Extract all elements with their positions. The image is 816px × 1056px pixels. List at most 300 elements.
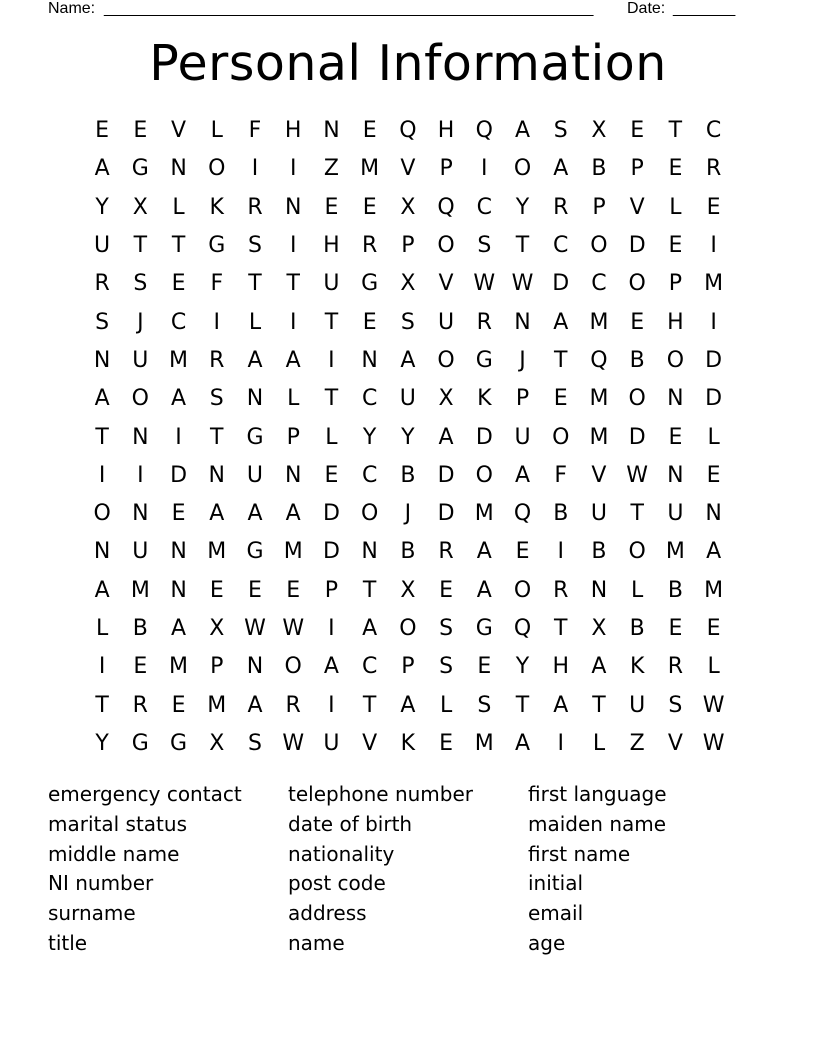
- grid-letter: Q: [437, 194, 455, 220]
- grid-letter: E: [133, 654, 148, 680]
- grid-letter: P: [324, 577, 339, 603]
- grid-letter: X: [591, 118, 607, 144]
- grid-letter: J: [519, 347, 526, 373]
- grid-row: [83, 380, 733, 418]
- grid-letter: S: [248, 730, 262, 756]
- grid-letter: E: [630, 118, 645, 144]
- grid-letter: M: [169, 654, 189, 680]
- grid-letter: G: [475, 616, 493, 641]
- grid-letter: P: [286, 424, 300, 450]
- grid-letter: O: [628, 539, 646, 565]
- grid-letter: A: [553, 156, 569, 182]
- grid-letter: N: [514, 309, 531, 335]
- grid-letter: O: [437, 347, 455, 373]
- grid-letter: R: [667, 654, 684, 680]
- grid-letter: C: [705, 118, 722, 144]
- grid-letter: V: [400, 156, 416, 182]
- grid-letter: A: [553, 309, 569, 335]
- grid-letter: O: [513, 156, 532, 182]
- grid-letter: B: [400, 539, 416, 565]
- grid-letter: E: [171, 692, 186, 718]
- grid-letter: U: [132, 347, 149, 373]
- grid-letter: M: [474, 501, 494, 527]
- grid-letter: I: [328, 347, 335, 373]
- date-field-line: _______: [673, 0, 736, 17]
- grid-row: [83, 686, 733, 724]
- grid-letter: V: [667, 730, 683, 756]
- grid-letter: S: [477, 692, 492, 718]
- grid-letter: R: [285, 692, 301, 718]
- grid-letter: G: [131, 730, 149, 756]
- grid-letter: S: [439, 616, 454, 641]
- grid-letter: L: [631, 577, 644, 603]
- grid-letter: R: [553, 577, 569, 603]
- grid-letter: E: [668, 616, 683, 641]
- grid-letter: T: [171, 233, 186, 259]
- grid-letter: A: [591, 654, 607, 680]
- grid-letter: W: [702, 730, 725, 756]
- grid-letter: A: [706, 539, 722, 565]
- grid-letter: A: [94, 386, 110, 412]
- grid-letter: O: [360, 501, 379, 527]
- grid-letter: E: [706, 194, 721, 220]
- grid-letter: E: [477, 654, 492, 680]
- grid-letter: G: [131, 156, 149, 182]
- grid-letter: R: [553, 194, 569, 220]
- grid-letter: T: [554, 347, 568, 373]
- grid-letter: O: [475, 462, 493, 488]
- grid-letter: L: [325, 424, 338, 450]
- grid-letter: N: [132, 424, 149, 450]
- grid-letter: I: [213, 309, 221, 335]
- grid-letter: O: [399, 616, 417, 641]
- grid-letter: O: [513, 577, 532, 603]
- grid-letter: E: [362, 309, 377, 335]
- grid-letter: U: [590, 501, 607, 527]
- grid-letter: M: [589, 424, 609, 450]
- grid-letter: U: [399, 386, 416, 412]
- grid-letter: M: [130, 577, 150, 603]
- grid-letter: P: [515, 386, 530, 412]
- grid-letter: C: [476, 194, 492, 220]
- grid-letter: K: [209, 194, 224, 220]
- grid-letter: M: [169, 347, 189, 373]
- grid-row: [83, 572, 733, 610]
- grid-letter: A: [514, 462, 531, 488]
- grid-letter: A: [171, 616, 187, 641]
- grid-letter: C: [361, 462, 378, 488]
- grid-letter: N: [132, 501, 149, 527]
- grid-letter: M: [360, 156, 380, 182]
- grid-letter: E: [362, 194, 377, 220]
- grid-letter: X: [438, 386, 454, 412]
- grid-letter: E: [95, 118, 110, 144]
- word-list-item: age: [528, 930, 566, 955]
- grid-letter: P: [210, 654, 224, 680]
- grid-letter: I: [557, 539, 564, 565]
- grid-letter: M: [283, 539, 303, 565]
- word-list-item: title: [48, 930, 88, 955]
- grid-row: [83, 342, 733, 380]
- grid-row: [83, 610, 733, 648]
- grid-letter: P: [401, 233, 415, 259]
- grid-letter: H: [437, 118, 455, 144]
- grid-letter: U: [323, 271, 340, 297]
- word-list-item: post code: [288, 871, 386, 896]
- grid-letter: A: [438, 424, 454, 450]
- grid-letter: P: [592, 194, 606, 220]
- grid-letter: R: [94, 271, 110, 297]
- grid-letter: E: [171, 271, 186, 297]
- grid-letter: N: [667, 462, 684, 488]
- grid-letter: E: [553, 386, 568, 412]
- grid-letter: N: [246, 386, 264, 412]
- grid-letter: Z: [323, 156, 339, 182]
- grid-letter: M: [704, 577, 724, 603]
- grid-letter: E: [439, 577, 454, 603]
- grid-letter: L: [669, 194, 682, 220]
- grid-letter: Q: [513, 616, 532, 641]
- grid-letter: I: [137, 462, 144, 488]
- name-field-line: _______________________________________________________: [104, 0, 594, 17]
- grid-letter: X: [400, 577, 416, 603]
- grid-letter: R: [361, 233, 378, 259]
- grid-letter: E: [515, 539, 530, 565]
- grid-letter: P: [401, 654, 415, 680]
- grid-letter: N: [705, 501, 722, 527]
- grid-letter: S: [553, 118, 568, 144]
- grid-letter: O: [131, 386, 149, 412]
- grid-letter: E: [324, 194, 339, 220]
- grid-letter: E: [439, 730, 454, 756]
- grid-letter: T: [324, 386, 339, 412]
- grid-letter: G: [246, 424, 264, 450]
- grid-letter: A: [553, 692, 569, 718]
- grid-letter: A: [323, 654, 339, 680]
- grid-letter: E: [133, 118, 148, 144]
- grid-letter: X: [132, 194, 148, 220]
- grid-row: [83, 265, 733, 303]
- grid-letter: M: [665, 539, 685, 565]
- grid-letter: A: [209, 501, 225, 527]
- letter-grid: [83, 112, 733, 763]
- grid-letter: H: [552, 654, 569, 680]
- grid-letter: L: [707, 654, 720, 680]
- grid-letter: T: [210, 424, 224, 450]
- word-list-item: middle name: [48, 841, 180, 866]
- grid-letter: U: [514, 424, 531, 450]
- grid-letter: L: [287, 386, 300, 412]
- grid-letter: Z: [629, 730, 645, 756]
- grid-letter: U: [323, 730, 340, 756]
- grid-letter: T: [592, 692, 606, 718]
- grid-letter: Q: [590, 347, 608, 373]
- grid-letter: P: [668, 271, 683, 297]
- grid-letter: C: [361, 654, 378, 680]
- grid-letter: N: [667, 386, 684, 412]
- grid-row: [83, 533, 733, 571]
- grid-letter: S: [209, 386, 224, 412]
- grid-letter: I: [289, 233, 297, 259]
- grid-letter: Q: [513, 501, 532, 527]
- grid-letter: T: [248, 271, 262, 297]
- grid-letter: B: [629, 347, 645, 373]
- grid-letter: S: [133, 271, 148, 297]
- word-list-item: maiden name: [528, 811, 667, 836]
- grid-letter: W: [626, 462, 649, 488]
- grid-letter: D: [628, 233, 646, 259]
- grid-letter: J: [137, 309, 144, 335]
- grid-letter: L: [248, 309, 262, 335]
- grid-letter: N: [170, 577, 187, 603]
- word-list-item: surname: [48, 901, 136, 926]
- grid-letter: A: [514, 730, 531, 756]
- grid-letter: R: [438, 539, 454, 565]
- grid-letter: L: [592, 730, 606, 756]
- grid-letter: V: [591, 462, 607, 488]
- grid-letter: V: [629, 194, 645, 220]
- grid-letter: W: [282, 730, 305, 756]
- grid-letter: A: [476, 539, 492, 565]
- grid-letter: A: [94, 156, 110, 182]
- grid-letter: A: [94, 577, 110, 603]
- grid-letter: N: [284, 462, 302, 488]
- grid-letter: Y: [362, 424, 377, 450]
- grid-letter: N: [361, 347, 378, 373]
- grid-letter: O: [437, 233, 455, 259]
- grid-letter: Q: [399, 118, 417, 144]
- grid-letter: E: [324, 462, 339, 488]
- grid-letter: A: [247, 501, 263, 527]
- grid-letter: M: [589, 386, 609, 412]
- grid-letter: M: [207, 539, 227, 565]
- grid-letter: U: [132, 539, 149, 565]
- word-list: [48, 780, 768, 960]
- grid-letter: W: [282, 616, 305, 641]
- grid-letter: A: [476, 577, 492, 603]
- grid-letter: I: [710, 309, 717, 335]
- word-list-item: first name: [528, 841, 631, 866]
- grid-letter: K: [629, 654, 645, 680]
- grid-letter: Q: [475, 118, 493, 144]
- grid-letter: F: [248, 118, 262, 144]
- grid-letter: A: [514, 118, 531, 144]
- grid-letter: T: [95, 692, 109, 718]
- grid-letter: U: [438, 309, 455, 335]
- grid-letter: T: [630, 501, 644, 527]
- date-label: Date:: [627, 0, 666, 17]
- grid-letter: N: [323, 118, 340, 144]
- grid-letter: N: [170, 156, 187, 182]
- grid-letter: W: [702, 692, 725, 718]
- grid-letter: N: [93, 347, 111, 373]
- grid-letter: I: [251, 156, 259, 182]
- grid-letter: Y: [515, 194, 530, 220]
- grid-letter: A: [362, 616, 378, 641]
- grid-row: [83, 150, 733, 188]
- grid-letter: D: [628, 424, 646, 450]
- grid-letter: C: [361, 386, 378, 412]
- grid-letter: E: [668, 233, 683, 259]
- grid-letter: L: [172, 194, 185, 220]
- grid-letter: E: [209, 577, 224, 603]
- grid-letter: M: [589, 309, 609, 335]
- grid-letter: B: [400, 462, 416, 488]
- grid-letter: O: [590, 233, 608, 259]
- grid-letter: W: [244, 616, 266, 641]
- grid-letter: M: [704, 271, 724, 297]
- grid-letter: X: [400, 194, 416, 220]
- word-list-item: email: [528, 901, 584, 926]
- grid-letter: S: [477, 233, 492, 259]
- grid-letter: I: [557, 730, 564, 756]
- grid-letter: G: [246, 539, 264, 565]
- grid-letter: T: [554, 616, 568, 641]
- grid-letter: U: [667, 501, 684, 527]
- word-list-item: initial: [528, 871, 583, 896]
- grid-letter: O: [628, 271, 646, 297]
- grid-letter: N: [208, 462, 225, 488]
- grid-letter: A: [247, 692, 263, 718]
- grid-row: [83, 189, 733, 227]
- word-list-item: nationality: [288, 841, 395, 866]
- grid-letter: D: [437, 501, 455, 527]
- grid-letter: S: [439, 654, 454, 680]
- grid-letter: L: [707, 424, 720, 450]
- grid-row: [83, 418, 733, 456]
- grid-letter: U: [629, 692, 646, 718]
- grid-row: [83, 725, 733, 763]
- grid-letter: S: [248, 233, 262, 259]
- word-column: [288, 780, 528, 959]
- word-list-item: marital status: [48, 811, 187, 836]
- grid-letter: Y: [95, 730, 109, 756]
- grid-letter: G: [170, 730, 188, 756]
- grid-letter: Y: [95, 194, 109, 220]
- grid-letter: N: [93, 539, 111, 565]
- grid-letter: D: [475, 424, 493, 450]
- grid-letter: E: [706, 462, 721, 488]
- grid-letter: V: [171, 118, 187, 144]
- grid-letter: F: [554, 462, 568, 488]
- grid-letter: M: [207, 692, 227, 718]
- grid-letter: A: [285, 347, 301, 373]
- grid-letter: A: [285, 501, 301, 527]
- grid-letter: B: [553, 501, 569, 527]
- grid-letter: H: [284, 118, 302, 144]
- grid-letter: L: [210, 118, 223, 144]
- grid-row: [83, 227, 733, 265]
- grid-letter: O: [666, 347, 685, 373]
- grid-letter: R: [247, 194, 263, 220]
- grid-letter: X: [400, 271, 416, 297]
- grid-letter: U: [246, 462, 264, 488]
- grid-letter: I: [481, 156, 488, 182]
- grid-letter: E: [171, 501, 186, 527]
- grid-letter: O: [93, 501, 111, 527]
- word-list-item: first language: [528, 782, 667, 806]
- grid-letter: A: [400, 347, 416, 373]
- grid-letter: L: [95, 616, 109, 641]
- grid-row: [83, 112, 733, 150]
- grid-letter: X: [209, 730, 225, 756]
- grid-letter: V: [438, 271, 454, 297]
- grid-letter: I: [328, 692, 335, 718]
- grid-letter: P: [630, 156, 644, 182]
- grid-letter: D: [322, 539, 340, 565]
- grid-letter: Y: [515, 654, 530, 680]
- grid-letter: D: [437, 462, 455, 488]
- grid-letter: O: [284, 654, 302, 680]
- grid-letter: V: [362, 730, 378, 756]
- grid-letter: E: [668, 156, 683, 182]
- grid-letter: T: [286, 271, 300, 297]
- grid-letter: G: [361, 271, 379, 297]
- grid-letter: I: [328, 616, 335, 641]
- grid-letter: S: [668, 692, 683, 718]
- grid-row: [83, 303, 733, 341]
- grid-letter: B: [591, 539, 607, 565]
- grid-letter: L: [439, 692, 453, 718]
- grid-letter: A: [400, 692, 416, 718]
- grid-letter: D: [705, 347, 723, 373]
- grid-letter: N: [246, 654, 264, 680]
- grid-letter: U: [94, 233, 111, 259]
- grid-letter: S: [95, 309, 110, 335]
- grid-letter: N: [590, 577, 608, 603]
- grid-letter: D: [170, 462, 188, 488]
- grid-letter: I: [98, 654, 106, 680]
- word-list-item: telephone number: [288, 782, 474, 806]
- grid-letter: N: [284, 194, 302, 220]
- word-list-item: emergency contact: [48, 782, 242, 806]
- grid-letter: C: [170, 309, 187, 335]
- grid-letter: B: [591, 156, 607, 182]
- grid-letter: E: [286, 577, 301, 603]
- grid-row: [83, 648, 733, 686]
- grid-letter: A: [171, 386, 187, 412]
- grid-letter: X: [591, 616, 607, 641]
- grid-letter: C: [591, 271, 607, 297]
- grid-letter: R: [209, 347, 225, 373]
- grid-letter: M: [474, 730, 494, 756]
- grid-letter: N: [170, 539, 187, 565]
- header-line: [48, 0, 748, 20]
- grid-letter: O: [628, 386, 646, 412]
- page-title: Personal Information: [149, 35, 667, 92]
- name-label: Name:: [48, 0, 96, 17]
- grid-letter: S: [400, 309, 415, 335]
- grid-letter: W: [473, 271, 496, 297]
- grid-letter: I: [289, 309, 297, 335]
- word-list-item: address: [288, 901, 367, 926]
- grid-letter: T: [133, 233, 148, 259]
- grid-letter: I: [289, 156, 297, 182]
- grid-letter: T: [515, 692, 530, 718]
- word-list-item: NI number: [48, 871, 154, 896]
- grid-letter: T: [515, 233, 530, 259]
- grid-letter: B: [629, 616, 645, 641]
- grid-letter: J: [404, 501, 412, 527]
- grid-letter: X: [209, 616, 225, 641]
- grid-letter: D: [705, 386, 723, 412]
- grid-letter: E: [630, 309, 645, 335]
- grid-letter: F: [210, 271, 224, 297]
- grid-letter: G: [475, 347, 493, 373]
- grid-letter: E: [706, 616, 721, 641]
- grid-letter: D: [552, 271, 570, 297]
- grid-letter: C: [553, 233, 569, 259]
